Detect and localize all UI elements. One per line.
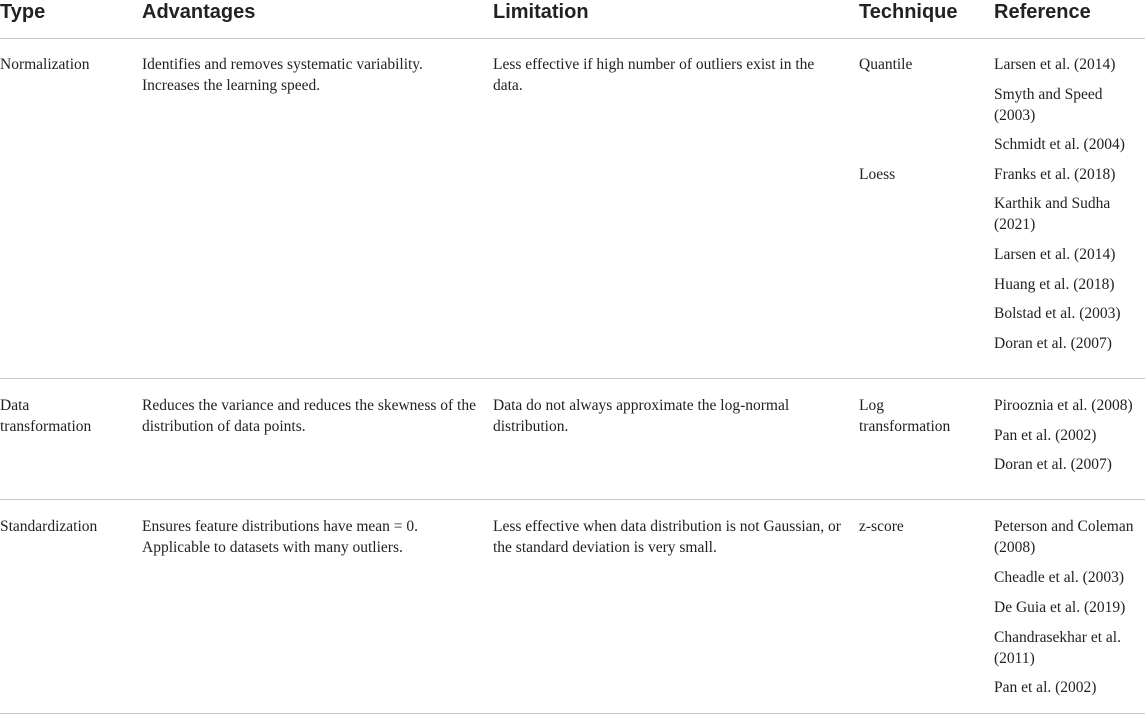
header-reference: Reference [994, 1, 1091, 23]
row-1-reference-6: Larsen et al. (2014) [994, 246, 1116, 263]
row-3-rule [0, 713, 1145, 714]
row-2-limitation: Data do not always approximate the log-normal distribution. [493, 397, 790, 435]
row-1-technique-2: Loess [859, 166, 896, 183]
row-1-reference-2: Smyth and Speed (2003) [994, 86, 1103, 124]
header-technique: Technique [859, 1, 958, 23]
row-1-reference-3: Schmidt et al. (2004) [994, 136, 1125, 153]
header-advantages: Advantages [142, 1, 256, 23]
row-3-reference-1: Peterson and Coleman (2008) [994, 518, 1134, 556]
header-rule [0, 38, 1145, 39]
row-3-reference-2: Cheadle et al. (2003) [994, 569, 1124, 586]
row-1-advantages: Identifies and removes systematic variability. Increases the learning speed. [142, 56, 423, 94]
row-3-reference-4: Chandrasekhar et al. (2011) [994, 629, 1121, 667]
header-type: Type [0, 1, 46, 23]
row-1-reference-4: Franks et al. (2018) [994, 166, 1116, 183]
header-limitation: Limitation [493, 1, 589, 23]
row-2-advantages: Reduces the variance and reduces the skewness of the distribution of data points. [142, 397, 476, 435]
row-2-reference-1: Pirooznia et al. (2008) [994, 397, 1133, 414]
row-1-reference-1: Larsen et al. (2014) [994, 56, 1116, 73]
row-3-reference-5: Pan et al. (2002) [994, 679, 1097, 696]
row-2-rule [0, 499, 1145, 500]
row-1-type: Normalization [0, 56, 90, 73]
row-3-type: Standardization [0, 518, 98, 535]
row-3-reference-3: De Guia et al. (2019) [994, 599, 1126, 616]
row-1-limitation: Less effective if high number of outliers exist in the data. [493, 56, 815, 94]
row-3-advantages: Ensures feature distributions have mean = 0. Applicable to datasets with many outliers. [142, 518, 419, 556]
row-2-reference-3: Doran et al. (2007) [994, 456, 1112, 473]
row-1-rule [0, 378, 1145, 379]
row-2-technique-1: Log transformation [859, 397, 951, 435]
row-3-limitation: Less effective when data distribution is not Gaussian, or the standard deviation is very small. [493, 518, 841, 556]
row-1-reference-5: Karthik and Sudha (2021) [994, 195, 1111, 233]
row-2-type: Data transformation [0, 397, 92, 435]
row-1-reference-8: Bolstad et al. (2003) [994, 305, 1121, 322]
row-1-reference-7: Huang et al. (2018) [994, 276, 1115, 293]
row-1-reference-9: Doran et al. (2007) [994, 335, 1112, 352]
row-1-technique-1: Quantile [859, 56, 913, 73]
row-2-reference-2: Pan et al. (2002) [994, 427, 1097, 444]
row-3-technique-1: z-score [859, 518, 904, 535]
